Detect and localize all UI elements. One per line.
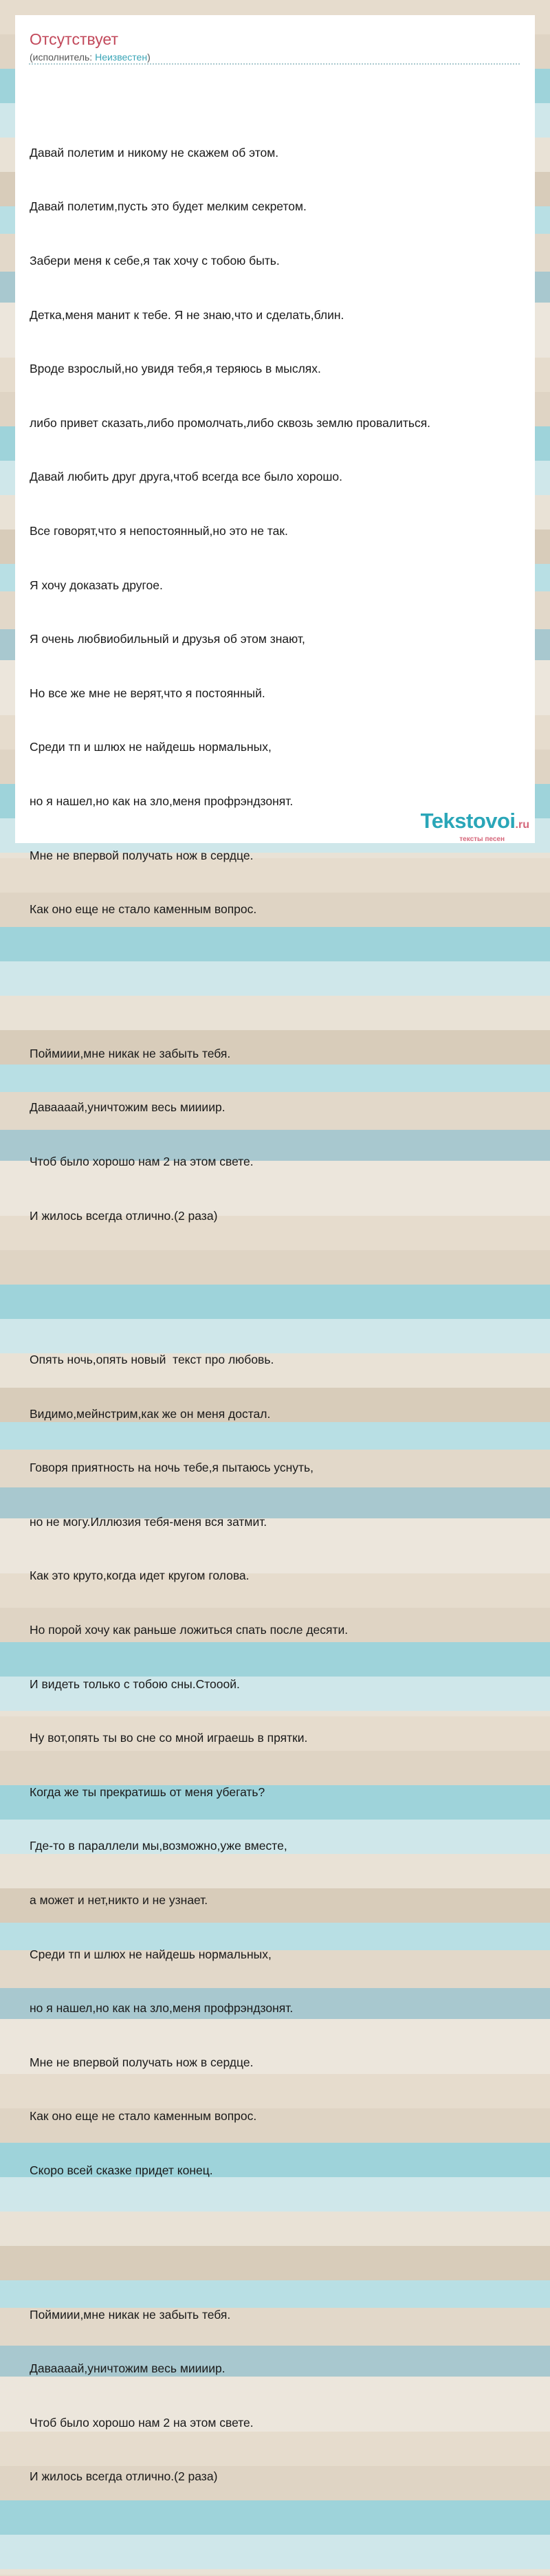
stanza-chorus-2: [30, 2269, 525, 2522]
artist-line: [30, 51, 151, 63]
lyric-line: Где-то в параллели мы,возможно,уже вместе,: [30, 1839, 287, 1853]
lyric-line: Когда же ты прекратишь от меня убегать?: [30, 1784, 265, 1799]
lyric-line: Давай полетим,пусть это будет мелким секретом.: [30, 199, 307, 214]
logo-tld: .ru: [515, 819, 529, 831]
artist-suffix: ): [147, 52, 151, 63]
lyric-line: Мне не впервой получать нож в сердце.: [30, 2055, 254, 2069]
lyric-line: Но порой хочу как раньше ложиться спать после десяти.: [30, 1623, 349, 1637]
lyric-line: Все говорят,что я непостоянный,но это не так.: [30, 523, 288, 538]
lyric-line: Я хочу доказать другое.: [30, 578, 163, 592]
lyric-line: И видеть только с тобою сны.Стооой.: [30, 1677, 240, 1691]
lyric-line: Среди тп и шлюх не найдешь нормальных,: [30, 1947, 272, 1961]
logo-tagline: тексты песен: [459, 836, 505, 843]
lyric-line: но не могу.Иллюзия тебя-меня вся затмит.: [30, 1514, 267, 1529]
lyric-line: Поймиии,мне никак не забыть тебя.: [30, 2307, 231, 2322]
lyric-line: Как это круто,когда идет кругом голова.: [30, 1569, 250, 1583]
lyric-line: Поймиии,мне никак не забыть тебя.: [30, 1046, 231, 1060]
lyric-line: Чтоб было хорошо нам 2 на этом свете.: [30, 1154, 254, 1168]
lyric-line: Скоро всей сказке придет конец.: [30, 2163, 213, 2177]
lyric-line: Детка,меня манит к тебе. Я не знаю,что и сделать,блин.: [30, 307, 344, 322]
lyric-line: Но все же мне не верят,что я постоянный.: [30, 686, 265, 700]
lyric-line: Мне не впервой получать нож в сердце.: [30, 848, 254, 862]
lyrics-text: [30, 72, 525, 2576]
lyric-line: но я нашел,но как на зло,меня профрэндзонят.: [30, 794, 294, 808]
song-title: Отсутствует: [30, 30, 118, 48]
lyric-line: Как оно еще не стало каменным вопрос.: [30, 902, 257, 917]
artist-prefix: (исполнитель:: [30, 52, 96, 63]
stanza-chorus-1: [30, 1008, 525, 1260]
lyric-line: Забери меня к себе,я так хочу с тобою быть.: [30, 254, 280, 268]
lyric-line: Вроде взрослый,но увидя тебя,я теряюсь в мыслях.: [30, 362, 321, 376]
lyric-line: И жилось всегда отлично.(2 раза): [30, 1208, 218, 1223]
lyric-line: Чтоб было хорошо нам 2 на этом свете.: [30, 2415, 254, 2430]
stanza-verse-2: [30, 1315, 525, 2216]
lyric-line: Давай полетим и никому не скажем об этом.: [30, 145, 279, 160]
lyric-line: либо привет сказать,либо промолчать,либо сквозь землю провалиться.: [30, 415, 431, 430]
lyric-line: Среди тп и шлюх не найдешь нормальных,: [30, 740, 272, 754]
logo-name: Tekstovoi: [420, 809, 516, 833]
lyric-line: Ну вот,опять ты во сне со мной играешь в прятки.: [30, 1731, 308, 1745]
lyric-line: Даваааай,уничтожим весь миииир.: [30, 2361, 226, 2376]
lyric-line: Видимо,мейнстрим,как же он меня достал.: [30, 1406, 271, 1421]
lyric-line: Как оно еще не стало каменным вопрос.: [30, 2109, 257, 2124]
lyrics-card: [15, 15, 535, 2484]
lyric-line: И жилось всегда отлично.(2 раза): [30, 2469, 218, 2484]
lyric-line: Говоря приятность на ночь тебе,я пытаюсь уснуть,: [30, 1461, 314, 1475]
artist-link[interactable]: Неизвестен: [95, 52, 148, 63]
lyric-line: Давай любить друг друга,чтоб всегда все было хорошо.: [30, 470, 342, 484]
lyric-line: Даваааай,уничтожим весь миииир.: [30, 1100, 226, 1115]
site-logo[interactable]: [392, 809, 529, 843]
lyric-line: Опять ночь,опять новый текст про любовь.: [30, 1353, 274, 1367]
title-divider: [29, 63, 520, 65]
lyric-line: а может и нет,никто и не узнает.: [30, 1893, 208, 1908]
lyric-line: Я очень любвиобильный и друзья об этом знают,: [30, 632, 305, 646]
lyric-line: но я нашел,но как на зло,меня профрэндзонят.: [30, 2001, 294, 2016]
logo-wordmark: [392, 810, 529, 836]
